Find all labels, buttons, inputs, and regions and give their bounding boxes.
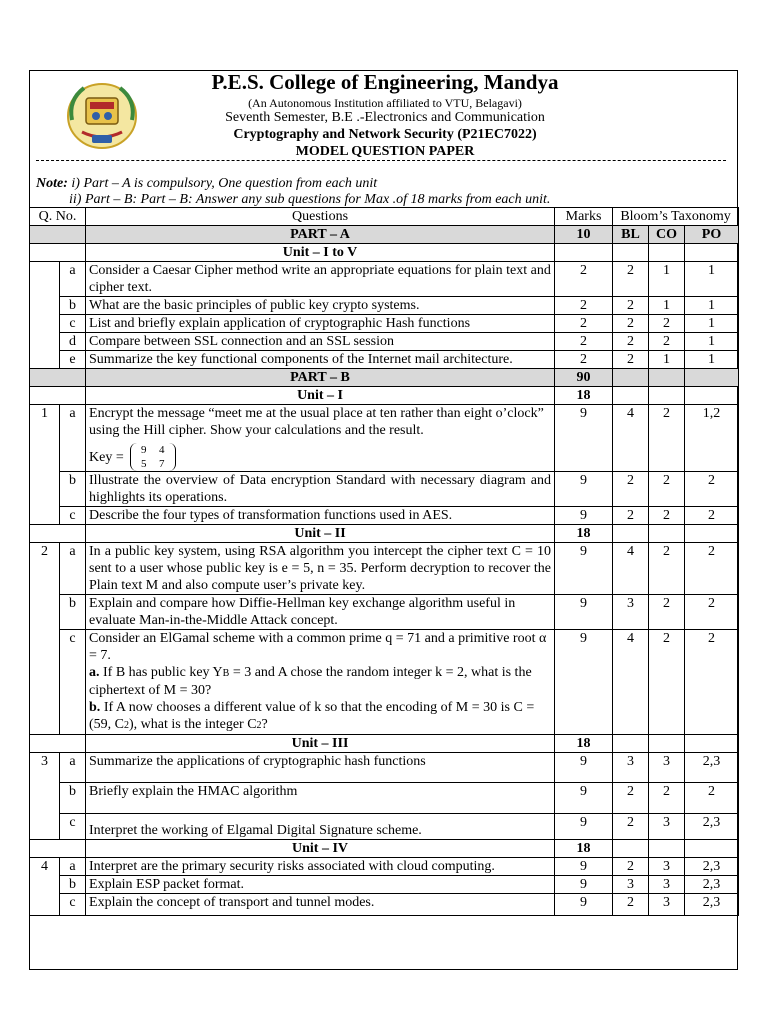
- question-number: 1: [30, 405, 60, 472]
- part-b-label: PART – B: [86, 369, 555, 387]
- separator-line: [36, 160, 726, 163]
- table-row: d Compare between SSL connection and an SSL session 2 2 2 1: [30, 333, 739, 351]
- unit-label: Unit – III: [86, 735, 555, 753]
- table-row: b Briefly explain the HMAC algorithm 9 2 2 2: [30, 783, 739, 814]
- semester-line: Seventh Semester, B.E .-Electronics and Communication: [225, 110, 545, 125]
- question-number: 3: [30, 753, 60, 783]
- part-b-marks: 90: [555, 369, 613, 387]
- unit-row: [30, 244, 739, 262]
- course-title: Cryptography and Network Security (P21EC7022): [233, 127, 537, 142]
- part-a-marks: 10: [555, 226, 613, 244]
- note-text-1: i) Part – A is compulsory, One question from each unit: [67, 176, 378, 191]
- table-row: 3 a Summarize the applications of cryptographic hash functions 9 3 3 2,3: [30, 753, 739, 783]
- table-row: c List and briefly explain application of cryptographic Hash functions 2 2 2 1: [30, 315, 739, 333]
- table-row: c Interpret the working of Elgamal Digital Signature scheme. 9 2 3 2,3: [30, 814, 739, 840]
- header-marks: Marks: [555, 208, 613, 226]
- unit-label: Unit – II: [86, 525, 555, 543]
- bl-header: BL: [613, 226, 649, 244]
- hill-cipher-key: Key = 9 4 5 7: [89, 443, 176, 471]
- unit-row: Unit – III 18: [30, 735, 739, 753]
- table-row: c Consider an ElGamal scheme with a common prime q = 71 and a primitive root α = 7. a. If B has public key YB = 3 and A chose the random integer k = 2, what is the ciphertext of M = 30? b. If A now chooses a different value of k so that the encoding of M = 30 is C = (59, C2), what is the integer C2? 9 4 2 2: [30, 630, 739, 735]
- table-header-row: [30, 208, 739, 226]
- unit-row: Unit – IV 18: [30, 840, 739, 858]
- table-row: a Consider a Caesar Cipher method write an appropriate equations for plain text and cipher text. 2 2 1 1: [30, 262, 739, 297]
- question-number: 2: [30, 543, 60, 595]
- unit-label: Unit – I: [86, 387, 555, 405]
- question-table: [29, 207, 739, 916]
- unit-row: Unit – I 18: [30, 387, 739, 405]
- note-line-1: [36, 176, 377, 192]
- table-row: b Explain ESP packet format. 9 3 3 2,3: [30, 876, 739, 894]
- affiliation: (An Autonomous Institution affiliated to VTU, Belagavi): [248, 96, 522, 110]
- note-label: Note:: [36, 176, 68, 191]
- table-row: c Describe the four types of transformation functions used in AES. 9 2 2 2: [30, 507, 739, 525]
- unit-label: Unit – IV: [86, 840, 555, 858]
- paper-type: MODEL QUESTION PAPER: [295, 144, 475, 159]
- college-name: P.E.S. College of Engineering, Mandya: [211, 70, 559, 94]
- part-a-label: PART – A: [86, 226, 555, 244]
- college-emblem-logo: [62, 80, 142, 152]
- table-row: 4 a Interpret are the primary security risks associated with cloud computing. 9 2 3 2,3: [30, 858, 739, 876]
- header-blooms: Bloom’s Taxonomy: [613, 208, 739, 226]
- table-row: c Explain the concept of transport and tunnel modes. 9 2 3 2,3: [30, 894, 739, 916]
- note-line-2: ii) Part – B: Part – B: Answer any sub questions for Max .of 18 marks from each unit.: [69, 192, 551, 207]
- question-number: 4: [30, 858, 60, 876]
- table-row: b What are the basic principles of public key crypto systems. 2 2 1 1: [30, 297, 739, 315]
- part-b-row: [30, 369, 739, 387]
- table-row: 1 a Encrypt the message “meet me at the usual place at ten rather than eight o’clock” using the Hill cipher. Show your calculations and the result. Key = 9 4 5 7 9 4 2 1,2: [30, 405, 739, 472]
- co-header: CO: [649, 226, 685, 244]
- unit-row: Unit – II 18: [30, 525, 739, 543]
- table-row: e Summarize the key functional components of the Internet mail architecture. 2 2 1 1: [30, 351, 739, 369]
- header-questions: Questions: [86, 208, 555, 226]
- po-header: PO: [685, 226, 739, 244]
- table-row: 2 a In a public key system, using RSA algorithm you intercept the cipher text C = 10 sent to a user whose public key is e = 5, n = 35. Perform decryption to recover the Plain text M and also compute user’s private key. 9 4 2 2: [30, 543, 739, 595]
- key-matrix: 9 4 5 7: [130, 443, 176, 471]
- table-row: b Explain and compare how Diffie-Hellman key exchange algorithm useful in evaluate Man-in-the-Middle Attack concept. 9 3 2 2: [30, 595, 739, 630]
- unit-label: Unit – I to V: [86, 244, 555, 262]
- table-row: b Illustrate the overview of Data encryption Standard with necessary diagram and highlights its operations. 9 2 2 2: [30, 472, 739, 507]
- part-a-row: [30, 226, 739, 244]
- header-qno: Q. No.: [30, 208, 86, 226]
